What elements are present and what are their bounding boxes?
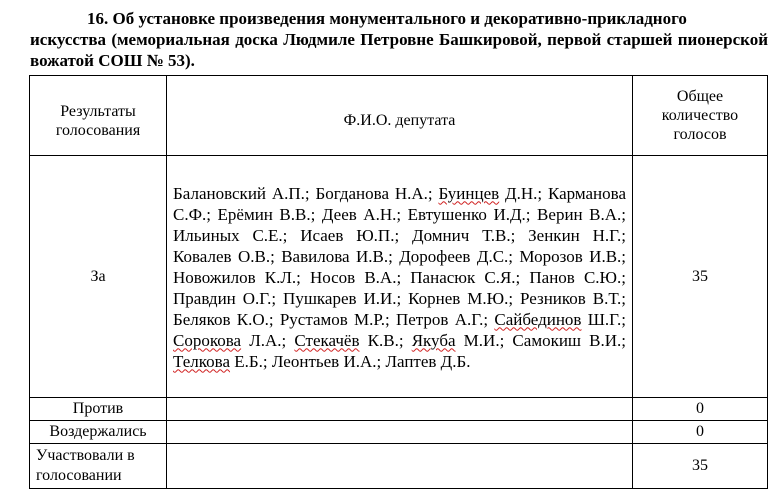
names-text-flagged: Якуба	[411, 330, 456, 350]
names-text-flagged: Стекачёв	[294, 330, 360, 350]
names-text: К.В.;	[359, 330, 412, 350]
names-text-flagged: Сайбединов	[494, 309, 582, 329]
names-text-flagged: Буинцев	[438, 183, 500, 203]
heading-line-1: 16. Об установке произведения монументального и декоративно-прикладного	[87, 9, 687, 28]
deputy-names-list	[167, 156, 633, 398]
header-results: Результаты голосования	[30, 76, 167, 156]
row-label-for: За	[30, 156, 167, 398]
heading-line-rest: искусства (мемориальная доска Людмиле Петровне Башкировой, первой старшей пионерской вожатой СОШ № 53).	[30, 30, 768, 70]
empty-cell	[167, 398, 633, 421]
count-participated: 35	[633, 444, 768, 489]
names-text: Ш.Г.;	[581, 309, 626, 329]
table-row-against	[30, 398, 768, 421]
table-row-participated	[30, 444, 768, 489]
table-row-for	[30, 156, 768, 398]
count-against: 0	[633, 398, 768, 421]
agenda-item-heading	[30, 8, 768, 71]
empty-cell	[167, 421, 633, 444]
row-label-abstained: Воздержались	[30, 421, 167, 444]
names-text: Е.Б.; Леонтьев И.А.; Лаптев Д.Б.	[230, 351, 471, 371]
count-abstained: 0	[633, 421, 768, 444]
header-total-votes: Общее количество голосов	[633, 76, 768, 156]
names-text: М.И.; Самокиш В.И.;	[455, 330, 627, 350]
table-header-row	[30, 76, 768, 156]
row-label-participated: Участвовали в голосовании	[30, 444, 167, 489]
voting-results-table	[29, 75, 768, 489]
names-text: Балановский А.П.; Богданова Н.А.;	[173, 183, 439, 203]
table-row-abstained	[30, 421, 768, 444]
names-text: Л.А.;	[241, 330, 295, 350]
row-label-against: Против	[30, 398, 167, 421]
header-deputy-name: Ф.И.О. депутата	[167, 76, 633, 156]
names-text-flagged: Сорокова	[173, 330, 242, 350]
empty-cell	[167, 444, 633, 489]
names-text: Д.Н.; Карманова С.Ф.; Ерёмин В.В.; Деев А.Н.; Евтушенко И.Д.; Верин В.А.; Ильиных С.Е.; Исаев Ю.П.; Домнич Т.В.; Зенкин Н.Г.; Ковалев О.В.; Вавилова И.В.; Дорофеев Д.С.; Морозов И.В.; Новожилов К.Л.; Носов В.А.; Панасюк С.Я.; Панов С.Ю.; Правдин О.Г.; Пушкарев И.И.; Корнев М.Ю.; Резников В.Т.; Беляков К.О.; Рустамов М.Р.; Петров А.Г.;	[173, 183, 627, 329]
names-text-flagged: Телкова	[173, 351, 231, 371]
count-for: 35	[633, 156, 768, 398]
